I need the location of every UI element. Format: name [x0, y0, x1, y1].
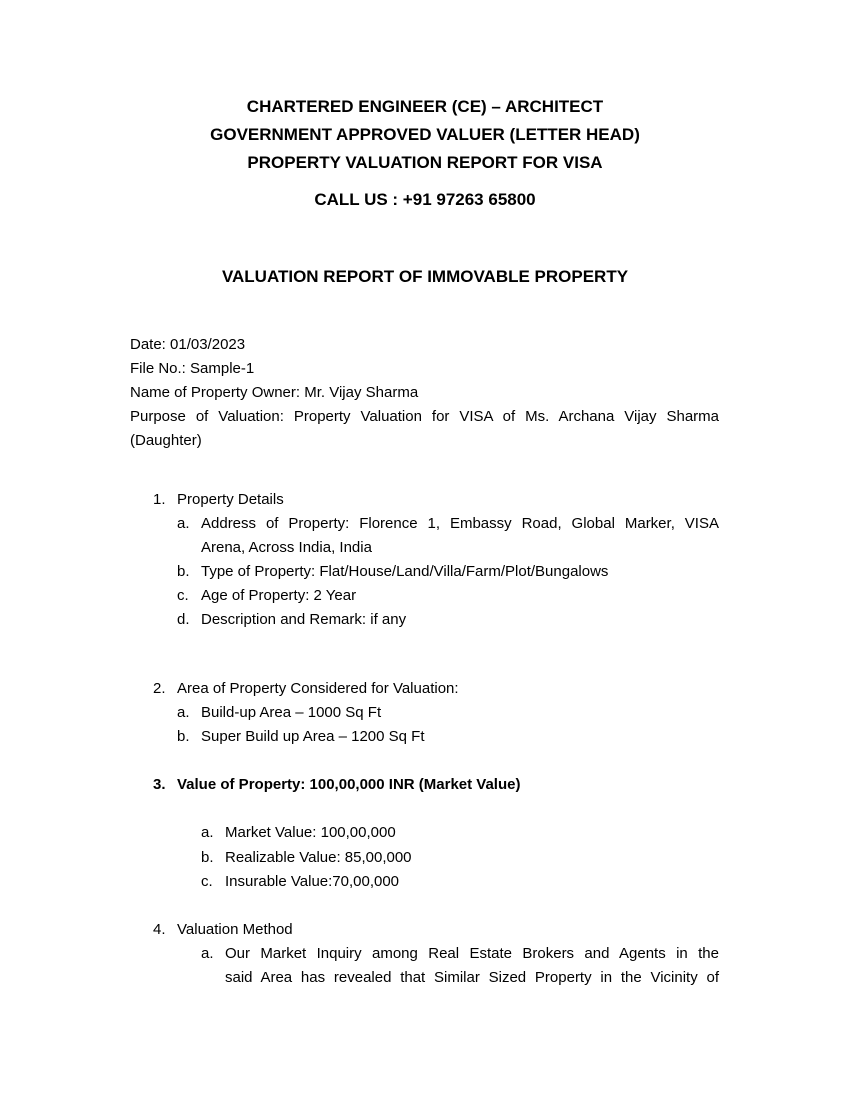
list-item-line: Build-up Area – 1000 Sq Ft — [201, 704, 382, 721]
header-line-2: GOVERNMENT APPROVED VALUER (LETTER HEAD) — [210, 125, 640, 144]
list-marker: c. — [201, 873, 213, 890]
list-item-line: Address of Property: Florence 1, Embassy Road, Global Marker, VISA — [201, 515, 719, 532]
date-line: Date: 01/03/2023 — [130, 336, 246, 353]
list-item-line: Insurable Value:70,00,000 — [225, 873, 400, 890]
section-4-number: 4. — [153, 921, 166, 938]
list-item-line: Realizable Value: 85,00,000 — [225, 849, 412, 866]
section-4-title: Valuation Method — [177, 921, 293, 938]
section-2-title: Area of Property Considered for Valuation: — [177, 680, 459, 697]
file-no-line: File No.: Sample-1 — [130, 360, 255, 377]
list-item-line: Our Market Inquiry among Real Estate Brokers and Agents in the — [225, 945, 719, 962]
header-line-3: PROPERTY VALUATION REPORT FOR VISA — [247, 153, 603, 172]
list-marker: c. — [177, 587, 189, 604]
list-item-line: Arena, Across India, India — [201, 539, 372, 556]
purpose-line-2: (Daughter) — [130, 432, 202, 449]
section-1-title: Property Details — [177, 491, 284, 508]
list-marker: b. — [201, 849, 214, 866]
report-title: VALUATION REPORT OF IMMOVABLE PROPERTY — [221, 267, 629, 286]
section-3-title: Value of Property: 100,00,000 INR (Market Value) — [177, 776, 521, 793]
list-item-line: said Area has revealed that Similar Sized Property in the Vicinity of — [225, 969, 719, 986]
list-marker: d. — [177, 611, 190, 628]
list-item-line: Type of Property: Flat/House/Land/Villa/Farm/Plot/Bungalows — [201, 563, 609, 580]
list-marker: a. — [201, 945, 214, 962]
section-3-number: 3. — [153, 776, 166, 793]
list-item-line: Description and Remark: if any — [201, 611, 407, 628]
purpose-line-1: Purpose of Valuation: Property Valuation for VISA of Ms. Archana Vijay Sharma — [130, 408, 719, 425]
list-item-line: Market Value: 100,00,000 — [225, 824, 396, 841]
header-line-1: CHARTERED ENGINEER (CE) – ARCHITECT — [246, 97, 604, 116]
list-marker: a. — [177, 704, 190, 721]
section-2-number: 2. — [153, 680, 166, 697]
list-marker: a. — [201, 824, 214, 841]
owner-line: Name of Property Owner: Mr. Vijay Sharma — [130, 384, 419, 401]
list-marker: b. — [177, 728, 190, 745]
list-marker: a. — [177, 515, 190, 532]
list-item-line: Age of Property: 2 Year — [201, 587, 357, 604]
list-marker: b. — [177, 563, 190, 580]
list-item-line: Super Build up Area – 1200 Sq Ft — [201, 728, 425, 745]
section-1-number: 1. — [153, 491, 166, 508]
header-call: CALL US : +91 97263 65800 — [314, 190, 536, 209]
